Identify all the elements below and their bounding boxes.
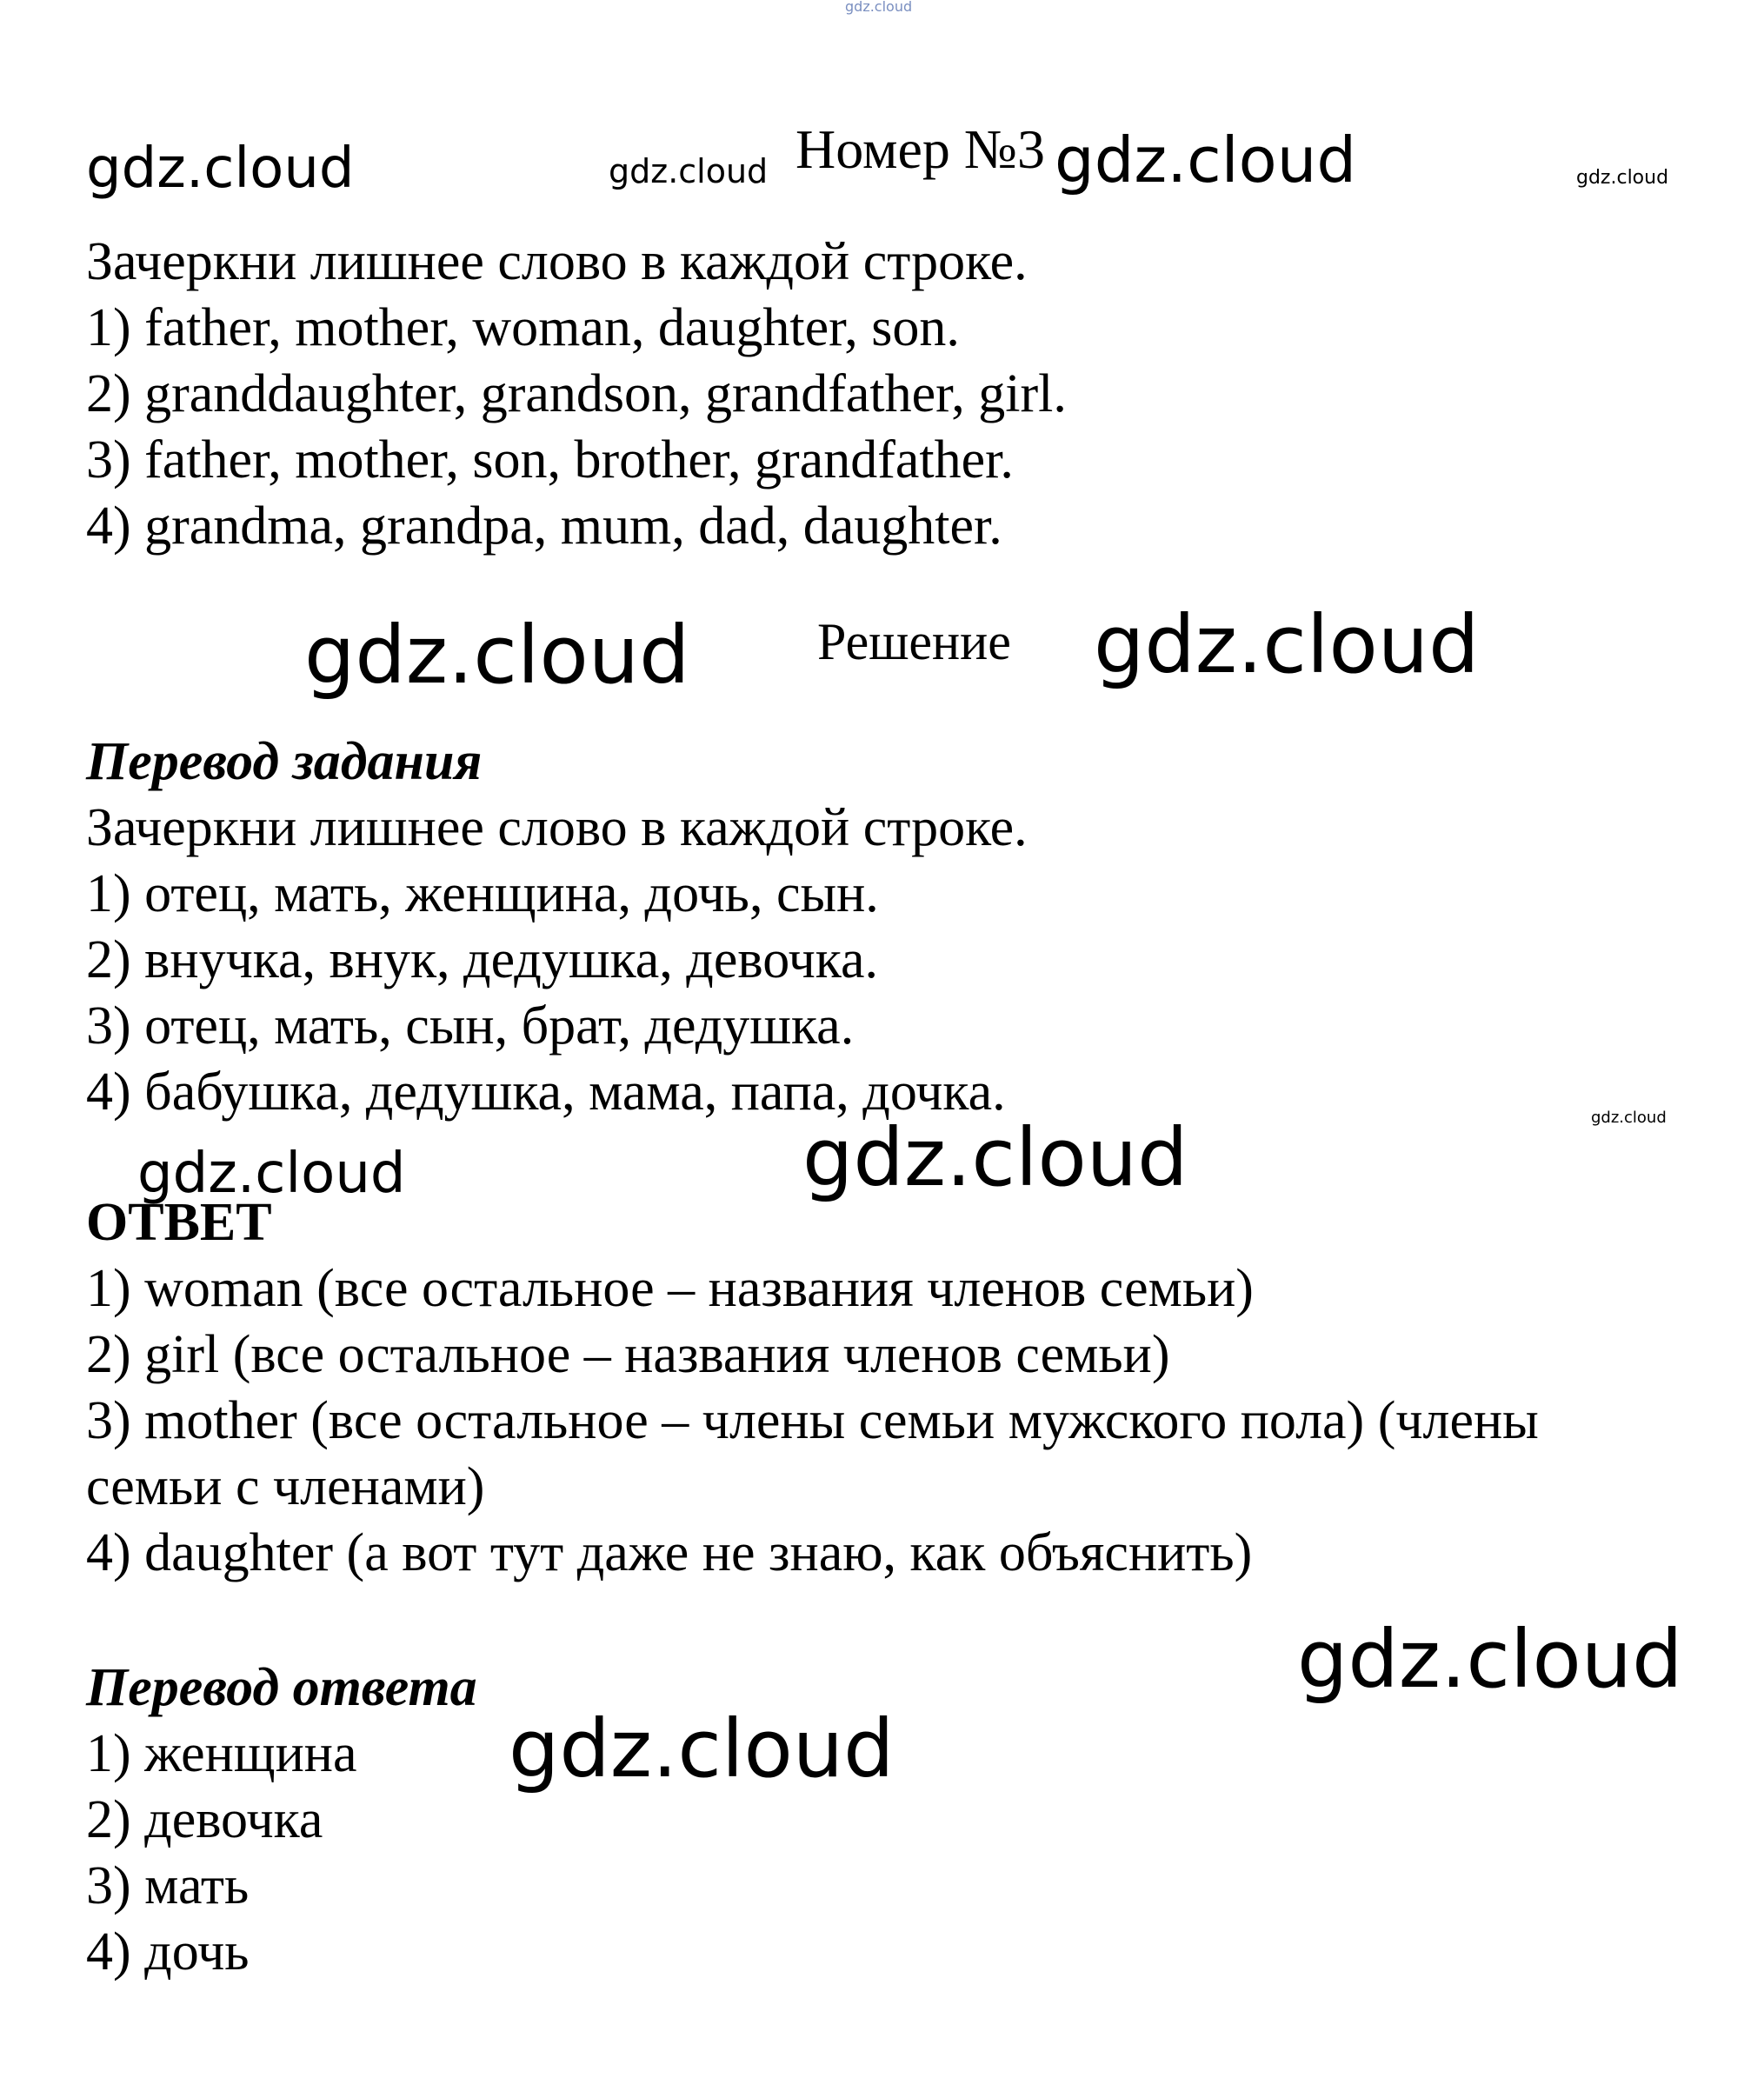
watermark-right-tiny: gdz.cloud	[1591, 1109, 1667, 1127]
task-instruction: Зачеркни лишнее слово в каждой строке.	[86, 232, 1028, 291]
translation-item: 1) отец, мать, женщина, дочь, сын.	[86, 864, 879, 923]
watermark-header-corner: gdz.cloud	[1576, 167, 1669, 189]
task-item: 2) granddaughter, grandson, grandfather, girl.	[86, 364, 1067, 423]
answer-translation-item: 3) мать	[86, 1856, 250, 1915]
watermark-answer-left: gdz.cloud	[137, 1142, 406, 1206]
answer-line: 3) mother (все остальное – члены семьи мужского пола) (члены	[86, 1391, 1539, 1450]
watermark-top-tiny: gdz.cloud	[845, 0, 913, 15]
answer-heading: ОТВЕТ	[86, 1193, 272, 1252]
answer-translation-item: 4) дочь	[86, 1922, 250, 1981]
watermark-middle-right: gdz.cloud	[1094, 598, 1480, 691]
answer-translation-item: 1) женщина	[86, 1724, 357, 1783]
answer-line: 4) daughter (а вот тут даже не знаю, как объяснить)	[86, 1523, 1253, 1582]
watermark-header-right: gdz.cloud	[1055, 123, 1357, 196]
task-item: 4) grandma, grandpa, mum, dad, daughter.	[86, 496, 1002, 556]
solution-title: Решение	[817, 613, 1011, 670]
translation-instruction: Зачеркни лишнее слово в каждой строке.	[86, 798, 1028, 857]
translation-heading: Перевод задания	[86, 732, 483, 791]
answer-translation-heading: Перевод ответа	[86, 1658, 477, 1717]
answer-line: семьи с членами)	[86, 1457, 485, 1516]
watermark-middle-left: gdz.cloud	[304, 609, 690, 702]
watermark-header-small: gdz.cloud	[609, 152, 769, 190]
watermark-lower-right: gdz.cloud	[1297, 1613, 1683, 1706]
answer-translation-item: 2) девочка	[86, 1790, 323, 1849]
watermark-lower-center: gdz.cloud	[509, 1702, 895, 1795]
task-item: 1) father, mother, woman, daughter, son.	[86, 298, 960, 357]
watermark-header-left: gdz.cloud	[86, 137, 355, 201]
watermark-answer-center: gdz.cloud	[802, 1111, 1188, 1204]
translation-item: 2) внучка, внук, дедушка, девочка.	[86, 930, 878, 989]
answer-line: 1) woman (все остальное – названия членов семьи)	[86, 1259, 1254, 1318]
translation-item: 4) бабушка, дедушка, мама, папа, дочка.	[86, 1062, 1006, 1122]
task-item: 3) father, mother, son, brother, grandfather.	[86, 430, 1014, 490]
task-title: Номер №3	[795, 118, 1045, 180]
translation-item: 3) отец, мать, сын, брат, дедушка.	[86, 996, 855, 1056]
answer-line: 2) girl (все остальное – названия членов семьи)	[86, 1325, 1170, 1384]
